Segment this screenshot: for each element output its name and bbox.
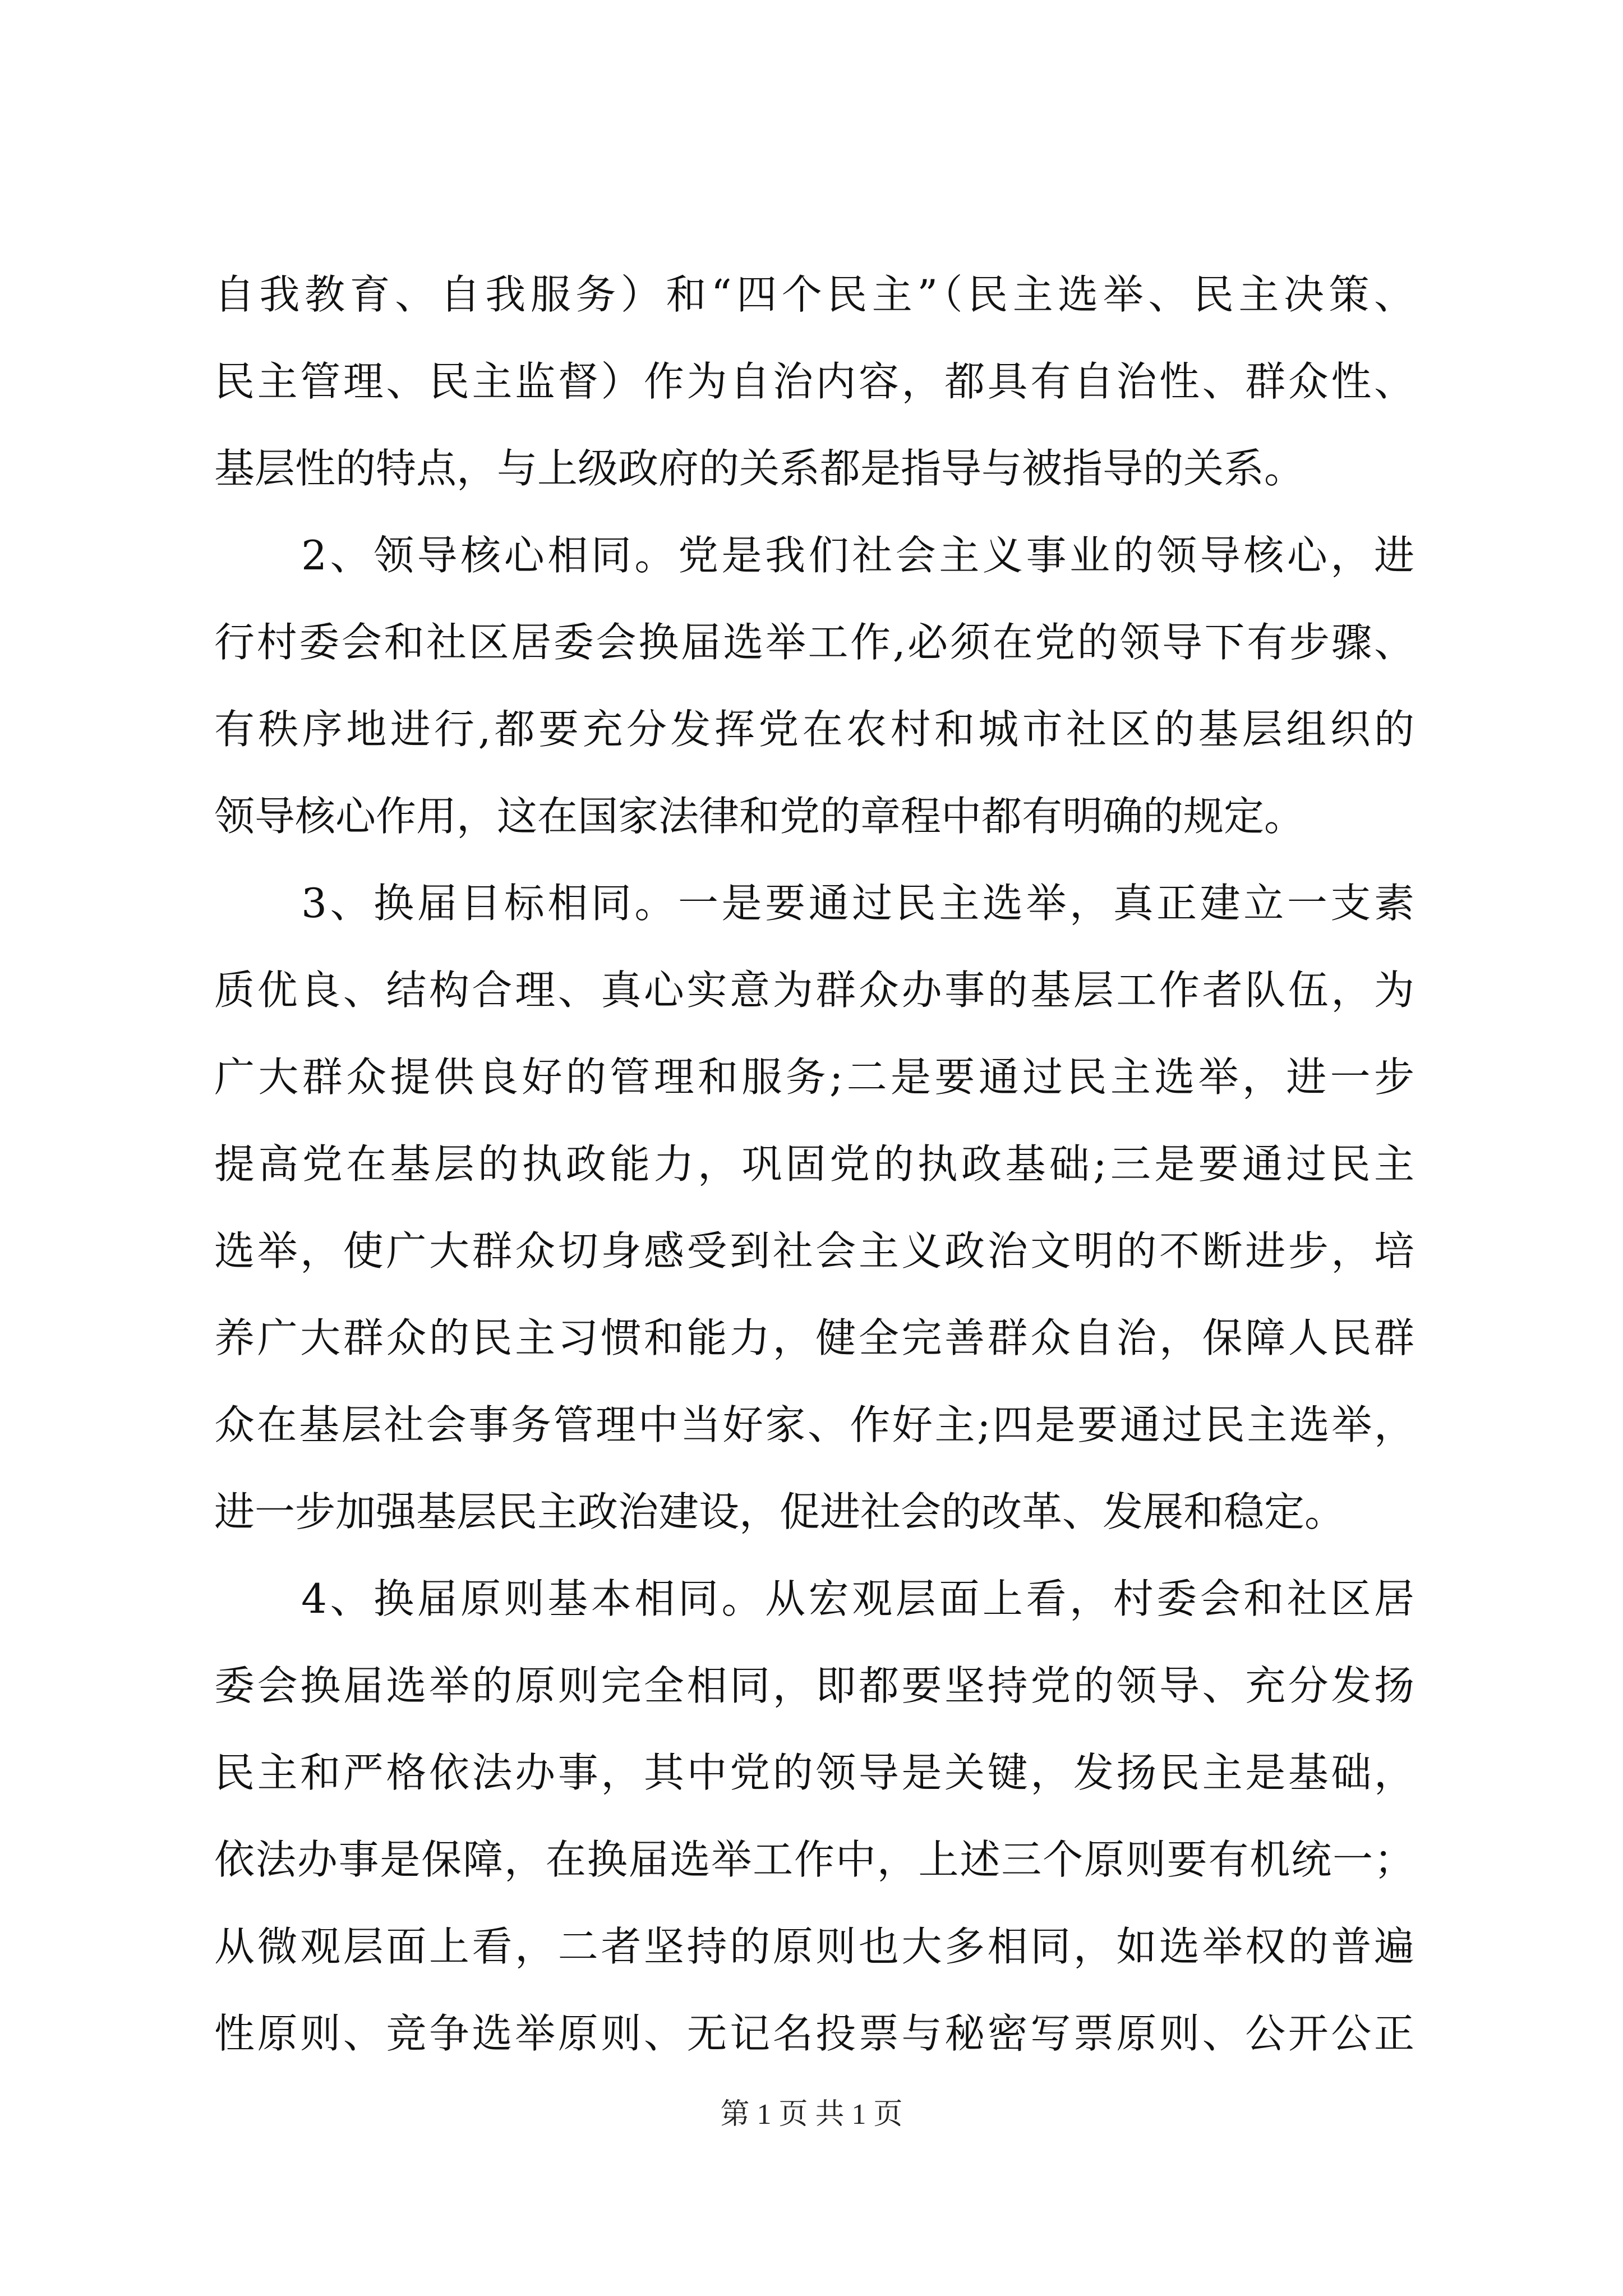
text-line: 养广大群众的民主习惯和能力，健全完善群众自治，保障人民群 [214, 1314, 1414, 1361]
text-line: 众在基层社会事务管理中当好家、作好主;四是要通过民主选举， [214, 1401, 1414, 1448]
text-line: 自我教育、自我服务）和“四个民主”（民主选举、民主决策、 [214, 271, 1414, 318]
text-line: 领导核心作用，这在国家法律和党的章程中都有明确的规定。 [214, 793, 1305, 840]
text-line: 3、换届目标相同。一是要通过民主选举，真正建立一支素 [214, 880, 1414, 927]
text-line: 依法办事是保障，在换届选举工作中，上述三个原则要有机统一； [214, 1836, 1414, 1883]
text-line: 选举，使广大群众切身感受到社会主义政治文明的不断进步，培 [214, 1227, 1414, 1274]
text-line: 基层性的特点，与上级政府的关系都是指导与被指导的关系。 [214, 445, 1305, 492]
text-line: 2、领导核心相同。党是我们社会主义事业的领导核心，进 [214, 532, 1414, 579]
text-line: 广大群众提供良好的管理和服务;二是要通过民主选举，进一步 [214, 1053, 1414, 1101]
text-line: 提高党在基层的执政能力，巩固党的执政基础;三是要通过民主 [214, 1140, 1414, 1188]
page-footer: 第 1 页 共 1 页 [720, 2099, 903, 2131]
text-line: 4、换届原则基本相同。从宏观层面上看，村委会和社区居 [214, 1575, 1414, 1622]
text-line: 委会换届选举的原则完全相同，即都要坚持党的领导、充分发扬 [214, 1662, 1414, 1709]
text-line: 进一步加强基层民主政治建设，促进社会的改革、发展和稳定。 [214, 1488, 1345, 1535]
body-text [214, 251, 1414, 2077]
text-line: 质优良、结构合理、真心实意为群众办事的基层工作者队伍，为 [214, 967, 1414, 1014]
text-line: 有秩序地进行,都要充分发挥党在农村和城市社区的基层组织的 [214, 706, 1414, 753]
text-line: 从微观层面上看，二者坚持的原则也大多相同，如选举权的普遍 [214, 1923, 1414, 1970]
text-line: 性原则、竞争选举原则、无记名投票与秘密写票原则、公开公正 [214, 2010, 1414, 2057]
text-line: 行村委会和社区居委会换届选举工作,必须在党的领导下有步骤、 [214, 619, 1414, 666]
text-line: 民主和严格依法办事，其中党的领导是关键，发扬民主是基础， [214, 1749, 1414, 1796]
text-line: 民主管理、民主监督）作为自治内容，都具有自治性、群众性、 [214, 358, 1414, 405]
